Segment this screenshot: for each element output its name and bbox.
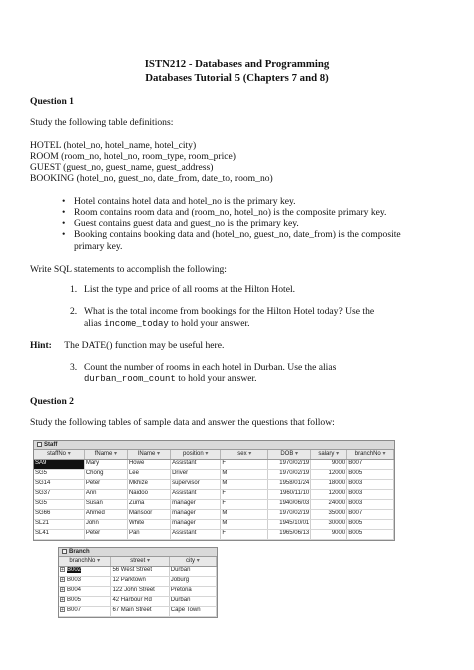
table-cell[interactable]: SG5 xyxy=(34,499,84,509)
question-2-heading: Question 2 xyxy=(30,396,74,407)
table-cell[interactable]: B005 xyxy=(347,519,394,529)
table-cell[interactable]: 12 Parktown xyxy=(111,576,169,586)
table-cell[interactable]: Susan xyxy=(84,499,127,509)
table-cell[interactable]: Driver xyxy=(171,469,221,479)
table-cell[interactable]: 9000 xyxy=(311,529,347,539)
hint-text: The DATE() function may be useful here. xyxy=(64,340,225,351)
table-cell[interactable]: M xyxy=(221,469,268,479)
column-header[interactable]: salary ▾ xyxy=(311,450,347,459)
table-cell[interactable]: Pan xyxy=(127,529,170,539)
alias-code: income_today xyxy=(104,319,169,329)
table-cell[interactable]: 1970/02/19 xyxy=(268,509,311,519)
bullet-text: Guest contains guest data and guest_no is the primary key. xyxy=(74,218,299,229)
table-cell[interactable]: Lee xyxy=(127,469,170,479)
bullet-dot: • xyxy=(62,207,66,218)
question-1-heading: Question 1 xyxy=(30,96,74,107)
table-row[interactable] xyxy=(34,529,394,539)
question-1-intro: Study the following table definitions: xyxy=(30,117,174,128)
table-cell[interactable]: supervisor xyxy=(171,479,221,489)
table-cell[interactable]: White xyxy=(127,519,170,529)
bullet-text: Hotel contains hotel data and hotel_no is the primary key. xyxy=(74,196,296,207)
table-row[interactable] xyxy=(34,459,394,469)
table-cell[interactable]: 1965/06/13 xyxy=(268,529,311,539)
staff-table xyxy=(33,440,395,541)
table-cell[interactable]: Joburg xyxy=(169,576,216,586)
column-header[interactable]: branchNo ▾ xyxy=(347,450,394,459)
write-sql-instruction: Write SQL statements to accomplish the following: xyxy=(30,264,227,275)
expand-icon[interactable]: + xyxy=(61,567,64,574)
def-booking: BOOKING (hotel_no, guest_no, date_from, date_to, room_no) xyxy=(30,173,273,184)
table-row[interactable] xyxy=(59,576,217,586)
table-row[interactable] xyxy=(59,586,217,596)
table-cell[interactable]: SG14 xyxy=(34,479,84,489)
table-icon xyxy=(62,549,67,554)
table-cell[interactable]: 1970/02/19 xyxy=(268,459,311,469)
hint-label: Hint xyxy=(30,340,49,351)
column-header[interactable]: position ▾ xyxy=(171,450,221,459)
table-cell[interactable]: Peter xyxy=(84,529,127,539)
table-cell[interactable]: Mkhize xyxy=(127,479,170,489)
table-row[interactable] xyxy=(34,509,394,519)
table-cell[interactable]: B007 xyxy=(347,509,394,519)
table-cell[interactable]: + B004 xyxy=(59,586,111,596)
table-cell[interactable]: SG37 xyxy=(34,489,84,499)
table-cell[interactable]: 1970/02/19 xyxy=(268,469,311,479)
table-row[interactable] xyxy=(34,489,394,499)
table-cell[interactable]: Zuma xyxy=(127,499,170,509)
table-cell[interactable]: 56 West Street xyxy=(111,566,169,576)
staff-table-titlebar xyxy=(34,441,394,450)
table-cell[interactable]: 35000 xyxy=(311,509,347,519)
expand-icon[interactable]: + xyxy=(61,597,64,604)
column-header[interactable]: DOB ▾ xyxy=(268,450,311,459)
table-cell[interactable]: + B002 xyxy=(59,566,111,576)
branch-table-title: Branch xyxy=(69,549,90,555)
table-cell[interactable]: F xyxy=(221,489,268,499)
column-header[interactable]: branchNo ▾ xyxy=(59,557,111,566)
list-item-3-cont xyxy=(84,373,257,385)
def-guest: GUEST (guest_no, guest_name, guest_address) xyxy=(30,162,214,173)
table-row[interactable] xyxy=(34,479,394,489)
table-cell[interactable]: + B007 xyxy=(59,606,111,616)
table-cell[interactable]: 122 John Street xyxy=(111,586,169,596)
table-cell[interactable]: manager xyxy=(171,499,221,509)
table-cell[interactable]: B005 xyxy=(347,529,394,539)
table-cell[interactable]: Howe xyxy=(127,459,170,469)
table-cell[interactable]: manager xyxy=(171,519,221,529)
table-cell[interactable]: 30000 xyxy=(311,519,347,529)
table-cell[interactable]: SA9 xyxy=(34,459,84,469)
table-cell[interactable]: SL21 xyxy=(34,519,84,529)
bullet-dot: • xyxy=(62,196,66,207)
branch-table xyxy=(58,547,218,618)
branch-header-row xyxy=(59,557,217,566)
staff-table-title: Staff xyxy=(44,442,58,448)
table-cell[interactable]: + B005 xyxy=(59,596,111,606)
bullet-item xyxy=(62,207,424,219)
table-cell[interactable]: B003 xyxy=(347,499,394,509)
def-hotel: HOTEL (hotel_no, hotel_name, hotel_city) xyxy=(30,140,197,151)
table-cell[interactable]: 12000 xyxy=(311,489,347,499)
table-cell[interactable]: Assistant xyxy=(171,529,221,539)
item-text: alias xyxy=(84,318,102,329)
document-subtitle: Databases Tutorial 5 (Chapters 7 and 8) xyxy=(145,72,329,84)
bullet-dot: • xyxy=(62,218,66,229)
table-cell[interactable]: 18000 xyxy=(311,479,347,489)
list-item-2-cont xyxy=(84,318,250,330)
bullet-item xyxy=(62,218,424,230)
table-row[interactable] xyxy=(59,566,217,576)
table-cell[interactable]: SL41 xyxy=(34,529,84,539)
question-2-intro: Study the following tables of sample data and answer the questions that follow: xyxy=(30,417,335,428)
table-cell[interactable]: 42 Harbour Rd xyxy=(111,596,169,606)
table-cell[interactable]: 1960/11/10 xyxy=(268,489,311,499)
expand-icon[interactable]: + xyxy=(61,587,64,594)
column-header[interactable]: sex ▾ xyxy=(221,450,268,459)
table-cell[interactable]: manager xyxy=(171,509,221,519)
hint: Hint: The DATE() function may be useful here. xyxy=(30,340,225,351)
table-cell[interactable]: B003 xyxy=(347,489,394,499)
item-text: List the type and price of all rooms at the Hilton Hotel. xyxy=(84,284,296,295)
bullet-text: Room contains room data and (room_no, hotel_no) is the composite primary key. xyxy=(74,207,387,218)
table-cell[interactable]: F xyxy=(221,459,268,469)
table-cell[interactable]: M xyxy=(221,479,268,489)
table-cell[interactable]: B005 xyxy=(347,469,394,479)
item-number: 3. xyxy=(70,362,78,373)
item-text: Count the number of rooms in each hotel in Durban. Use the alias xyxy=(84,362,337,373)
table-cell[interactable]: 1958/01/24 xyxy=(268,479,311,489)
table-cell[interactable]: 12000 xyxy=(311,469,347,479)
table-icon xyxy=(37,442,42,447)
table-cell[interactable]: Chong xyxy=(84,469,127,479)
table-cell[interactable]: 67 Main Street xyxy=(111,606,169,616)
table-row[interactable] xyxy=(34,499,394,509)
table-cell[interactable]: John xyxy=(84,519,127,529)
list-item-3 xyxy=(70,362,337,374)
table-cell[interactable]: Peter xyxy=(84,479,127,489)
table-row[interactable] xyxy=(34,469,394,479)
bullet-item xyxy=(62,229,419,252)
table-cell[interactable]: 24000 xyxy=(311,499,347,509)
table-cell[interactable]: Cape Town xyxy=(169,606,216,616)
bullet-item xyxy=(62,196,424,208)
item-text: What is the total income from bookings for the Hilton Hotel today? Use the xyxy=(84,306,375,317)
table-cell[interactable]: Ahmed xyxy=(84,509,127,519)
table-cell[interactable]: 9000 xyxy=(311,459,347,469)
staff-header-row xyxy=(34,450,394,459)
column-header[interactable]: fName ▾ xyxy=(84,450,127,459)
table-cell[interactable]: B007 xyxy=(347,459,394,469)
list-item-2 xyxy=(70,306,428,318)
list-item-1 xyxy=(70,284,296,296)
table-cell[interactable]: 1940/06/03 xyxy=(268,499,311,509)
table-cell[interactable]: SG66 xyxy=(34,509,84,519)
table-cell[interactable]: Ann xyxy=(84,489,127,499)
table-cell[interactable]: SG5 xyxy=(34,469,84,479)
table-row[interactable] xyxy=(59,606,217,616)
table-cell[interactable]: F xyxy=(221,529,268,539)
bullet-text: Booking contains booking data and (hotel_no, guest_no, date_from) is the composite primary key. xyxy=(74,229,401,252)
branch-table-titlebar xyxy=(59,548,217,557)
item-number: 1. xyxy=(70,284,78,295)
document-title: ISTN212 - Databases and Programming xyxy=(144,58,330,70)
table-cell[interactable]: Naidoo xyxy=(127,489,170,499)
table-cell[interactable]: Mansoor xyxy=(127,509,170,519)
expand-icon[interactable]: + xyxy=(61,607,64,614)
table-cell[interactable]: Assistant xyxy=(171,459,221,469)
item-number: 2. xyxy=(70,306,78,317)
table-cell[interactable]: B003 xyxy=(347,479,394,489)
table-row[interactable] xyxy=(59,596,217,606)
column-header[interactable]: lName ▾ xyxy=(127,450,170,459)
table-cell[interactable]: Durban xyxy=(169,596,216,606)
table-cell[interactable]: Durban xyxy=(169,566,216,576)
column-header[interactable]: staffNo ▾ xyxy=(34,450,84,459)
table-cell[interactable]: Pretoria xyxy=(169,586,216,596)
table-cell[interactable]: M xyxy=(221,519,268,529)
table-cell[interactable]: 1945/10/01 xyxy=(268,519,311,529)
alias-code: durban_room_count xyxy=(84,374,176,384)
column-header[interactable]: street ▾ xyxy=(111,557,169,566)
table-cell[interactable]: Mary xyxy=(84,459,127,469)
column-header[interactable]: city ▾ xyxy=(169,557,216,566)
bullet-dot: • xyxy=(62,229,66,240)
def-room: ROOM (room_no, hotel_no, room_type, room_price) xyxy=(30,151,236,162)
table-cell[interactable]: F xyxy=(221,499,268,509)
item-text: to hold your answer. xyxy=(171,318,250,329)
table-cell[interactable]: M xyxy=(221,509,268,519)
expand-icon[interactable]: + xyxy=(61,577,64,584)
table-cell[interactable]: + B003 xyxy=(59,576,111,586)
table-cell[interactable]: Assistant xyxy=(171,489,221,499)
table-row[interactable] xyxy=(34,519,394,529)
item-text: to hold your answer. xyxy=(178,373,257,384)
